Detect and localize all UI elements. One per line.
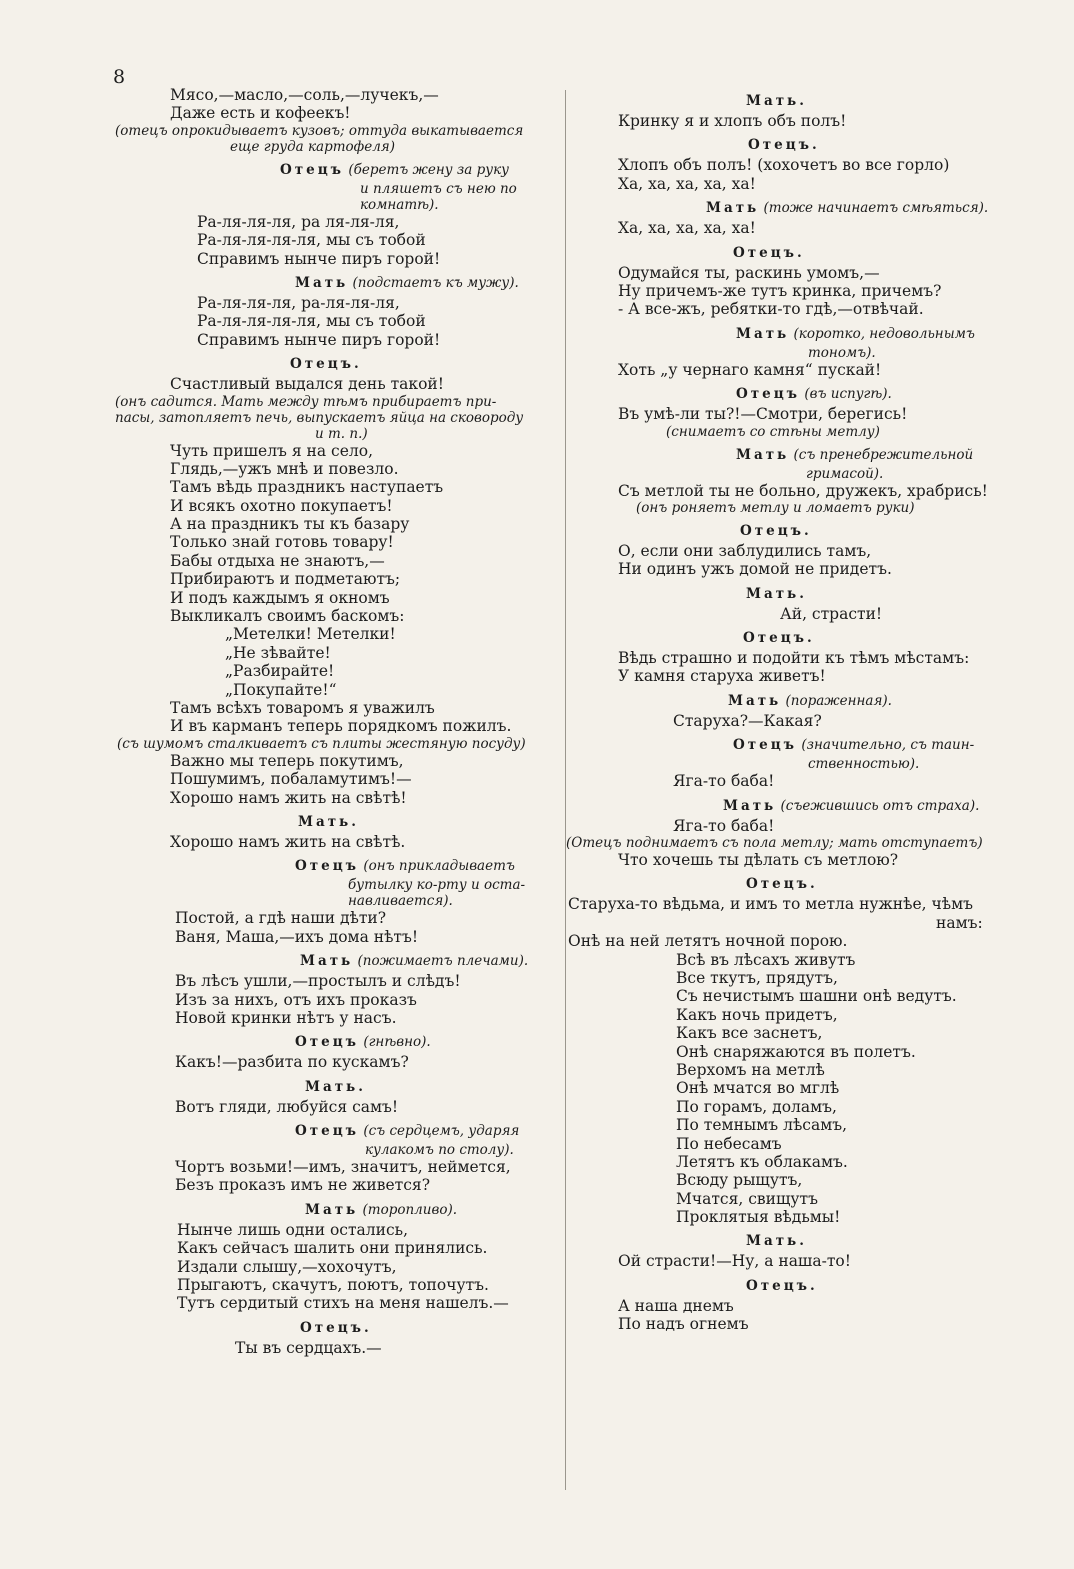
speaker-label <box>568 244 1008 262</box>
verse-line: Даже есть и кофеекъ! <box>170 104 351 123</box>
verse-line: По надъ огнемъ <box>618 1315 749 1334</box>
speaker-label <box>165 813 560 831</box>
speaker-name: Мать <box>305 1201 359 1218</box>
column-divider <box>565 90 566 1490</box>
verse-line: Постой, а гдѣ наши дѣти? <box>175 909 387 928</box>
verse-line: Съ нечистымъ шашни онѣ ведутъ. <box>676 987 957 1006</box>
verse-line: Старуха?—Какая? <box>673 711 822 730</box>
speaker-name: Мать <box>706 200 760 217</box>
verse-line: Какъ!—разбита по кускамъ? <box>175 1053 409 1072</box>
speaker-label <box>165 1078 560 1096</box>
speaker-label <box>568 325 1008 343</box>
speaker-name: Отецъ. <box>743 630 815 647</box>
speaker-name: Мать. <box>305 1078 366 1095</box>
speaker-name: Отецъ. <box>746 876 818 893</box>
stage-direction: тономъ). <box>808 344 876 361</box>
verse-line: А на праздникъ ты къ базару <box>170 515 410 534</box>
speaker-name: Отецъ. <box>733 244 805 261</box>
verse-line: Ха, ха, ха, ха, ха! <box>618 219 756 238</box>
verse-line: Изъ за нихъ, отъ ихъ проказъ <box>175 990 417 1009</box>
verse-line: Онѣ на ней летятъ ночной порою. <box>568 932 848 951</box>
verse-line: Хоть „у чернаго камня“ пускай! <box>618 360 882 379</box>
stage-direction: (тоже начинаетъ смѣяться). <box>759 200 989 217</box>
verse-line: Мясо,—масло,—соль,—лучекъ,— <box>170 86 439 104</box>
verse-line: Издали слышу,—хохочутъ, <box>177 1257 397 1276</box>
verse-line: Мчатся, свищутъ <box>676 1189 818 1208</box>
verse-line: Кринку я и хлопъ объ полъ! <box>618 112 847 130</box>
stage-direction: еще груда картофеля) <box>230 138 396 155</box>
stage-direction: комнатѣ). <box>360 196 439 213</box>
speaker-name: Отецъ <box>733 737 798 754</box>
verse-line: Ну причемъ-же тутъ кринка, причемъ? <box>618 281 942 300</box>
speaker-name: Мать <box>295 274 349 291</box>
speaker-label <box>165 1033 560 1051</box>
verse-line: Ты въ сердцахъ.— <box>235 1338 382 1357</box>
page-number: 8 <box>113 66 126 88</box>
verse-line: Тамъ вѣдь праздникъ наступаетъ <box>170 478 444 497</box>
verse-line: Всюду рыщутъ, <box>676 1171 803 1190</box>
verse-line: Хорошо намъ жить на свѣтѣ! <box>170 788 407 807</box>
verse-line: Ха, ха, ха, ха, ха! <box>618 174 756 193</box>
stage-direction: (отецъ опрокидываетъ кузовъ; оттуда выкатывается <box>115 122 524 139</box>
verse-line: Проклятыя вѣдьмы! <box>676 1208 841 1227</box>
stage-direction: (съ пренебрежительной <box>789 446 974 463</box>
verse-line: Яга-то баба! <box>673 816 775 835</box>
stage-direction: (беретъ жену за руку <box>344 161 509 178</box>
verse-line: - А все-жъ, ребятки-то гдѣ,—отвѣчай. <box>618 300 924 319</box>
verse-line: Какъ ночь придетъ, <box>676 1005 838 1024</box>
speaker-label <box>568 1277 1008 1295</box>
verse-line: Одумайся ты, раскинь умомъ,— <box>618 263 880 282</box>
stage-direction: и пляшетъ съ нею по <box>360 180 517 197</box>
right-column <box>568 86 1008 1334</box>
speaker-label <box>165 1201 560 1219</box>
verse-line: Прыгаютъ, скачутъ, поютъ, топочутъ. <box>177 1276 489 1295</box>
stage-direction: (въ испугѣ). <box>800 386 892 403</box>
verse-line: Ра-ля-ля-ля-ля, мы съ тобой <box>197 231 426 250</box>
speaker-label <box>568 522 1008 540</box>
stage-direction: (пораженная). <box>781 692 892 709</box>
speaker-name: Мать <box>300 953 354 970</box>
verse-line: намъ: <box>936 913 983 932</box>
stage-direction: (онъ прикладываетъ <box>359 858 515 875</box>
verse-line: Въ лѣсъ ушли,—простылъ и слѣдъ! <box>175 972 461 991</box>
speaker-label <box>568 692 1008 710</box>
speaker-label <box>165 355 560 373</box>
speaker-label <box>568 136 1008 154</box>
verse-line: „Разбирайте! <box>225 662 335 681</box>
verse-line: Глядь,—ужъ мнѣ и повезло. <box>170 459 399 478</box>
verse-line: Пошумимъ, побаламутимъ!— <box>170 770 412 789</box>
verse-line: О, если они заблудились тамъ, <box>618 541 872 560</box>
verse-line: Какъ все заснетъ, <box>676 1024 823 1043</box>
verse-line: Тамъ всѣхъ товаромъ я уважилъ <box>170 698 435 717</box>
verse-line: Въ умѣ-ли ты?!—Смотри, берегись! <box>618 405 908 424</box>
verse-line: Чуть пришелъ я на село, <box>170 441 374 460</box>
speaker-name: Мать. <box>298 813 359 830</box>
verse-line: Нынче лишь одни остались, <box>177 1220 409 1239</box>
speaker-name: Отецъ. <box>740 522 812 539</box>
verse-line: Справимъ нынче пиръ горой! <box>197 330 441 349</box>
stage-direction: ственностью). <box>808 756 920 773</box>
verse-line: Ра-ля-ля-ля-ля, мы съ тобой <box>197 312 426 331</box>
speaker-label <box>165 161 560 179</box>
verse-line: Ра-ля-ля-ля, ра ля-ля-ля, <box>197 212 400 231</box>
verse-line: Всѣ въ лѣсахъ живутъ <box>676 950 856 969</box>
verse-line: Прибираютъ и подметаютъ; <box>170 570 401 589</box>
stage-direction: (торопливо). <box>358 1201 458 1218</box>
speaker-name: Отецъ. <box>748 137 820 154</box>
stage-direction: (Отецъ поднимаетъ съ пола метлу; мать отступаетъ) <box>566 835 983 852</box>
speaker-name: Отецъ <box>736 386 801 403</box>
verse-line: Вѣдь страшно и подойти къ тѣмъ мѣстамъ: <box>618 649 970 668</box>
speaker-label <box>568 92 1008 110</box>
verse-line: У камня старуха живетъ! <box>618 667 826 686</box>
speaker-name: Отецъ. <box>746 1277 818 1294</box>
speaker-label <box>568 875 1008 893</box>
stage-direction: пасы, затопляетъ печь, выпускаетъ яйца на сковороду <box>115 409 524 426</box>
speaker-name: Отецъ <box>295 1123 360 1140</box>
stage-direction: (пожимаетъ плечами). <box>353 953 529 970</box>
verse-line: Новой кринки нѣтъ у насъ. <box>175 1008 397 1027</box>
verse-line: И всякъ охотно покупаетъ! <box>170 496 393 515</box>
verse-line: Безъ проказъ имъ не живется? <box>175 1176 431 1195</box>
verse-line: Яга-то баба! <box>673 772 775 791</box>
speaker-label <box>568 797 1008 815</box>
speaker-label <box>568 629 1008 647</box>
speaker-name: Отецъ <box>295 858 360 875</box>
verse-line: Счастливый выдался день такой! <box>170 375 444 394</box>
verse-line: Хлопъ объ полъ! (хохочетъ во все горло) <box>618 156 950 175</box>
verse-line: Летятъ къ облакамъ. <box>676 1152 848 1171</box>
verse-line: Онѣ снаряжаются въ полетъ. <box>676 1042 916 1061</box>
verse-line: Верхомъ на метлѣ <box>676 1060 825 1079</box>
verse-line: Тутъ сердитый стихъ на меня нашелъ.— <box>177 1294 509 1313</box>
verse-line: Онѣ мчатся во мглѣ <box>676 1079 840 1098</box>
verse-line: Ни одинъ ужъ домой не придетъ. <box>618 560 892 579</box>
speaker-label <box>568 736 1008 754</box>
stage-direction: (значительно, съ таин- <box>797 737 975 754</box>
verse-line: Ой страсти!—Ну, а наша-то! <box>618 1252 851 1271</box>
verse-line: Вотъ гляди, любуйся самъ! <box>175 1097 399 1116</box>
verse-line: И подъ каждымъ я окномъ <box>170 588 390 607</box>
speaker-name: Мать. <box>746 1233 807 1250</box>
stage-direction: (коротко, недовольнымъ <box>789 325 975 342</box>
verse-line: По горамъ, доламъ, <box>676 1097 837 1116</box>
stage-direction: (съ сердцемъ, ударяя <box>359 1123 520 1140</box>
speaker-label <box>568 199 1008 217</box>
speaker-name: Мать <box>736 446 790 463</box>
verse-line: Ваня, Маша,—ихъ дома нѣтъ! <box>175 927 419 946</box>
verse-line: Чортъ возьми!—имъ, значитъ, неймется, <box>175 1158 511 1177</box>
stage-direction: (съ шумомъ сталкиваетъ съ плиты жестяную посуду) <box>117 735 526 752</box>
verse-line: Важно мы теперь покутимъ, <box>170 751 404 770</box>
verse-line: „Покупайте!“ <box>225 680 337 699</box>
left-column <box>115 86 560 1357</box>
verse-line: Только знай готовь товару! <box>170 533 394 552</box>
speaker-name: Отецъ <box>280 161 345 178</box>
verse-line: Справимъ нынче пиръ горой! <box>197 249 441 268</box>
verse-line: И въ карманъ теперь порядкомъ пожилъ. <box>170 717 512 736</box>
stage-direction: кулакомъ по столу). <box>365 1142 514 1159</box>
verse-line: По темнымъ лѣсамъ, <box>676 1116 848 1135</box>
verse-line: Какъ сейчасъ шалить они принялись. <box>177 1239 488 1258</box>
stage-direction: (снимаетъ со стѣны метлу) <box>666 423 880 440</box>
verse-line: Выкликалъ своимъ баскомъ: <box>170 607 405 626</box>
stage-direction: гримасой). <box>806 465 884 482</box>
speaker-label <box>568 1232 1008 1250</box>
speaker-name: Отецъ <box>295 1034 360 1051</box>
speaker-label <box>568 585 1008 603</box>
speaker-label <box>568 446 1008 464</box>
stage-direction: (онъ роняетъ метлу и ломаетъ руки) <box>636 499 915 516</box>
speaker-label <box>165 952 560 970</box>
verse-line: По небесамъ <box>676 1134 782 1153</box>
stage-direction: (подстаетъ къ мужу). <box>348 274 519 291</box>
stage-direction: и т. п.) <box>315 425 368 442</box>
speaker-name: Отецъ. <box>290 356 362 373</box>
speaker-label <box>568 385 1008 403</box>
verse-line: Ай, страсти! <box>780 604 883 623</box>
stage-direction: (онъ садится. Мать между тѣмъ прибираетъ при- <box>115 393 497 410</box>
speaker-label <box>165 857 560 875</box>
speaker-label <box>165 1319 560 1337</box>
speaker-name: Мать <box>728 692 782 709</box>
stage-direction: (съежившись отъ страха). <box>776 797 980 814</box>
verse-line: Бабы отдыха не знаютъ,— <box>170 551 385 570</box>
verse-line: Ра-ля-ля-ля, ра-ля-ля-ля, <box>197 293 400 312</box>
verse-line: Съ метлой ты не больно, дружекъ, храбрись! <box>618 481 988 500</box>
speaker-label <box>165 1122 560 1140</box>
verse-line: Все ткутъ, прядутъ, <box>676 968 838 987</box>
verse-line: А наша днемъ <box>618 1296 734 1315</box>
verse-line: Что хочешь ты дѣлать съ метлою? <box>618 851 899 870</box>
speaker-name: Отецъ. <box>300 1319 372 1336</box>
stage-direction: (гнѣвно). <box>359 1034 431 1051</box>
stage-direction: бутылку ко-рту и оста- <box>348 877 526 894</box>
speaker-label <box>165 274 560 292</box>
stage-direction: навливается). <box>348 893 453 910</box>
speaker-name: Мать <box>736 325 790 342</box>
verse-line: „Не зѣвайте! <box>225 643 331 662</box>
speaker-name: Мать <box>723 797 777 814</box>
speaker-name: Мать. <box>746 585 807 602</box>
speaker-name: Мать. <box>746 93 807 109</box>
verse-line: Старуха-то вѣдьма, и имъ то метла нужнѣе, чѣмъ <box>568 895 973 914</box>
verse-line: Хорошо намъ жить на свѣтѣ. <box>170 832 406 851</box>
verse-line: „Метелки! Метелки! <box>225 625 396 644</box>
